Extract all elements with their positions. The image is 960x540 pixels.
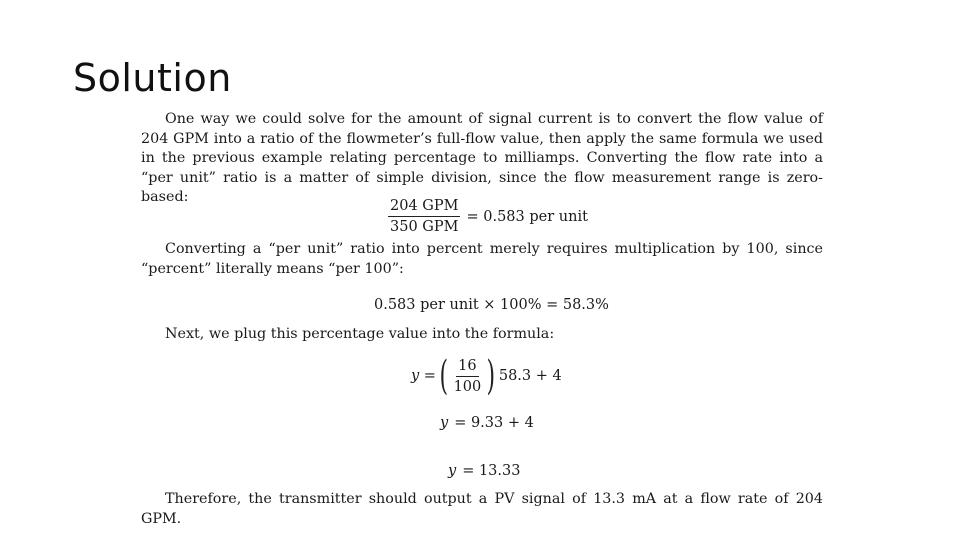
equation-text: 0.583 per unit × 100% = 58.3%: [374, 297, 609, 313]
equation-lhs: y: [448, 463, 457, 479]
fraction-denominator: 100: [453, 378, 482, 395]
paragraph-percent: [141, 240, 823, 279]
equation-per-unit: [388, 197, 588, 236]
paragraph-percent-text: Converting a “per unit” ratio into percent merely requires multiplication by 100, since “percent” literally means “per 100”:: [141, 241, 823, 277]
equation-rhs: 58.3 + 4: [498, 368, 562, 384]
right-paren: ): [486, 353, 496, 399]
paragraph-plug-text: Next, we plug this percentage value into the formula:: [165, 326, 555, 342]
paragraph-intro-text: One way we could solve for the amount of signal current is to convert the flow value of 204 GPM into a ratio of the flowmeter’s full-flow value, then apply the same formula we used in the previous example relating percentage to milliamps. Converting the flow rate into a “per unit” ratio is a matter of simple division, since the flow measurement range is zero-based:: [141, 111, 823, 205]
paragraph-plug: [141, 325, 823, 345]
paragraph-intro: [141, 110, 823, 208]
paragraph-conclusion-text: Therefore, the transmitter should output a PV signal of 13.3 mA at a flow rate of 204 GPM.: [141, 491, 823, 527]
equation-lhs: y: [440, 415, 449, 431]
left-paren: (: [439, 353, 449, 399]
fraction: [388, 197, 460, 236]
equation-rhs: = 9.33 + 4: [454, 415, 534, 431]
equation-lhs: y =: [411, 368, 436, 384]
fraction-denominator: 350 GPM: [390, 219, 459, 235]
equation-percent: [374, 297, 609, 313]
paragraph-conclusion: [141, 490, 823, 529]
fraction-numerator: 16: [456, 357, 478, 377]
fraction: [452, 357, 484, 396]
equation-formula: [411, 353, 562, 399]
slide-title: Solution: [73, 56, 232, 100]
equation-rhs: = 13.33: [462, 463, 521, 479]
equation-step: [440, 415, 534, 431]
fraction-numerator: 204 GPM: [388, 197, 460, 217]
equation-result: [448, 463, 520, 479]
equation-rhs: = 0.583 per unit: [466, 208, 588, 225]
